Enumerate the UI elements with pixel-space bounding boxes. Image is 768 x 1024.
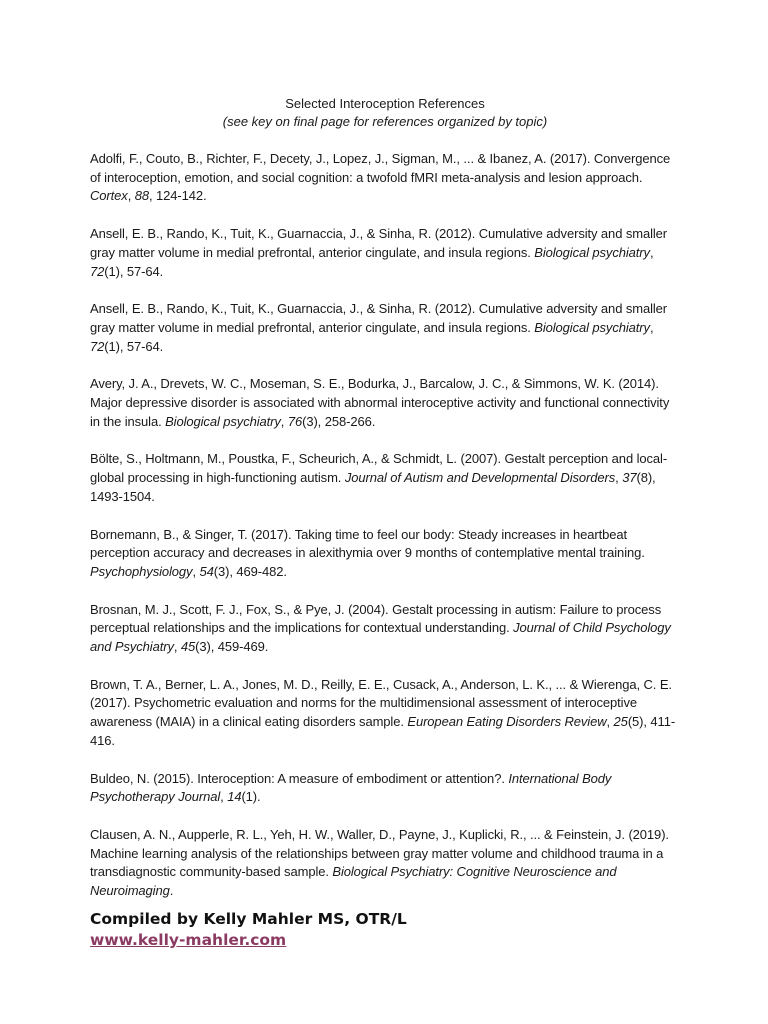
reference-volume: 76 (287, 413, 303, 429)
reference-item (90, 826, 680, 901)
reference-text: Ansell, E. B., Rando, K., Tuit, K., Guarnaccia, J., & Sinha, R. (2012). Cumulative adversity and smaller gray matter volume in medial prefrontal, anterior cingulate, and insula regions. (90, 301, 668, 335)
reference-item (90, 300, 680, 356)
reference-text: Brosnan, M. J., Scott, F. J., Fox, S., & Pye, J. (2004). Gestalt processing in autism: Failure to process perceptual relationships and the implications for contextual understanding. (90, 601, 662, 636)
reference-separator: , (649, 244, 654, 260)
reference-separator: , (173, 639, 181, 655)
reference-volume: 14 (227, 789, 242, 805)
reference-journal: Psychophysiology (90, 563, 193, 579)
reference-item (90, 770, 680, 807)
reference-item (90, 676, 680, 751)
reference-list (90, 150, 680, 901)
reference-journal: Biological psychiatry (165, 413, 281, 429)
reference-pages: (5), 411-416. (90, 714, 676, 748)
reference-journal: Cortex (90, 188, 128, 204)
reference-item (90, 225, 680, 281)
reference-text: Bölte, S., Holtmann, M., Poustka, F., Scheurich, A., & Schmidt, L. (2007). Gestalt perception and local-global processing in high-functioning autism. (90, 451, 668, 486)
reference-journal: Biological Psychiatry: Cognitive Neuroscience and Neuroimaging (90, 864, 617, 899)
reference-item (90, 150, 680, 206)
reference-journal: Biological psychiatry (534, 319, 650, 335)
website-link[interactable]: www.kelly-mahler.com (90, 930, 287, 949)
reference-separator: , (615, 470, 623, 486)
reference-journal: Journal of Child Psychology and Psychiatry (90, 620, 671, 655)
compiled-by: Compiled by Kelly Mahler MS, OTR/L (90, 909, 407, 928)
reference-volume: 54 (199, 563, 214, 579)
reference-separator: , (127, 188, 135, 204)
reference-pages: (1), 57-64. (104, 263, 164, 279)
reference-item (90, 601, 680, 657)
reference-text: Buldeo, N. (2015). Interoception: A measure of embodiment or attention?. (90, 770, 509, 786)
reference-text: Ansell, E. B., Rando, K., Tuit, K., Guarnaccia, J., & Sinha, R. (2012). Cumulative adversity and smaller gray matter volume in medial prefrontal, anterior cingulate, and insula regions. (90, 226, 668, 260)
reference-journal: European Eating Disorders Review (407, 714, 607, 730)
reference-pages: (8), 1493-1504. (90, 470, 656, 504)
reference-journal: Journal of Autism and Developmental Disorders (344, 470, 616, 486)
reference-journal: Biological psychiatry (534, 244, 650, 260)
reference-item (90, 375, 680, 431)
reference-pages: (3), 459-469. (195, 639, 269, 655)
reference-separator: , (220, 789, 228, 805)
reference-separator: , (649, 319, 654, 335)
reference-volume: 25 (613, 714, 628, 730)
page-title: Selected Interoception References (285, 96, 485, 111)
document-page (90, 95, 680, 951)
reference-volume: 45 (180, 639, 196, 655)
reference-text: Brown, T. A., Berner, L. A., Jones, M. D., Reilly, E. E., Cusack, A., Anderson, L. K., ... & Wierenga, C. E. (2017). Psychometric evaluation and norms for the multidimensional assessment of interoceptive awareness (MAIA) in a clinical eating disorders sample. (90, 676, 672, 730)
reference-separator: , (280, 413, 288, 429)
reference-pages: (1). (241, 789, 261, 805)
reference-item (90, 526, 680, 582)
reference-item (90, 450, 680, 506)
page-subtitle: (see key on final page for references organized by topic) (222, 114, 548, 129)
reference-pages: (3), 469-482. (213, 563, 287, 579)
reference-volume: 72 (90, 263, 105, 279)
reference-pages: , 124-142. (149, 188, 207, 204)
reference-pages: . (169, 883, 174, 899)
reference-separator: , (606, 714, 614, 730)
reference-text: Clausen, A. N., Aupperle, R. L., Yeh, H. W., Waller, D., Payne, J., Kuplicki, R., ... & Feinstein, J. (2019). Machine learning analysis of the relationships between gray matter volume and childhood trauma in a transdiagnostic community-based sample. (90, 826, 669, 880)
reference-volume: 72 (90, 338, 105, 354)
reference-pages: (3), 258-266. (302, 413, 376, 429)
reference-text: Adolfi, F., Couto, B., Richter, F., Decety, J., Lopez, J., Sigman, M., ... & Ibanez, A. (2017). Convergence of interoception, emotion, and social cognition: a twofold fMRI meta-analysis and lesion approach. (90, 151, 671, 185)
reference-pages: (1), 57-64. (104, 338, 164, 354)
reference-text: Avery, J. A., Drevets, W. C., Moseman, S. E., Bodurka, J., Barcalow, J. C., & Simmons, W. K. (2014). Major depressive disorder is associated with abnormal interoceptive activity and functional connectivity in the insula. (90, 376, 670, 429)
reference-text: Bornemann, B., & Singer, T. (2017). Taking time to feel our body: Steady increases in heartbeat perception accuracy and decreases in alexithymia over 9 months of contemplative mental training. (90, 526, 645, 561)
reference-volume: 37 (622, 470, 637, 486)
reference-separator: , (192, 563, 200, 579)
reference-journal: International Body Psychotherapy Journal (90, 770, 612, 805)
reference-volume: 88 (134, 188, 149, 204)
